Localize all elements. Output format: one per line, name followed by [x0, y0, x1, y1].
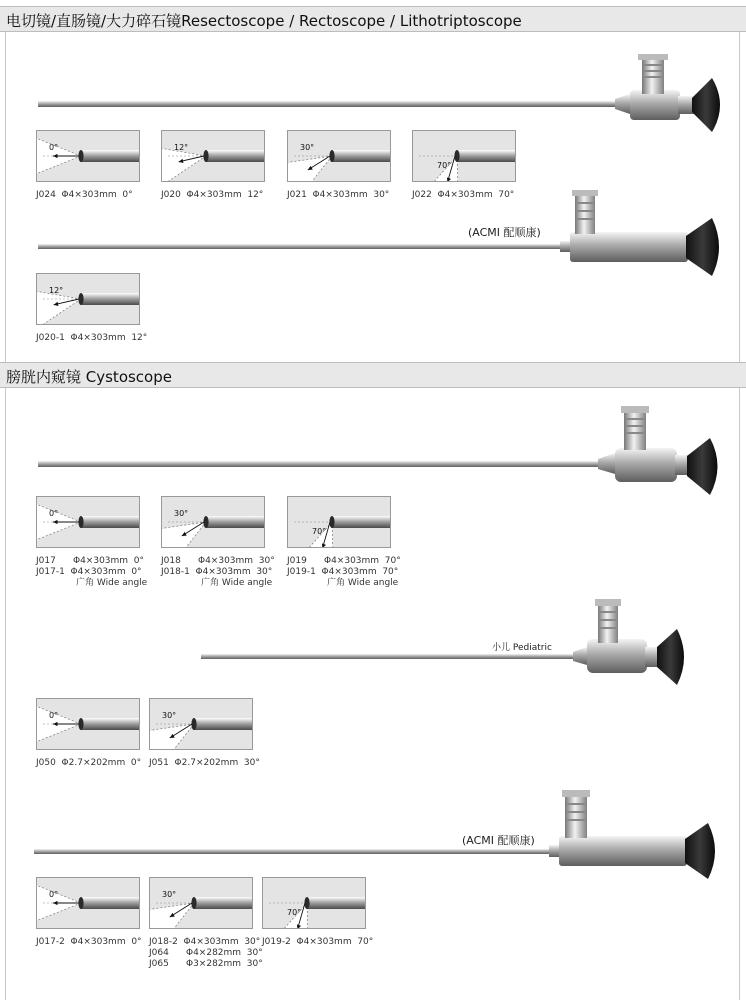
- model-caption: J051 Φ2.7×202mm 30°: [149, 758, 260, 768]
- model-caption: J021 Φ4×303mm 30°: [287, 190, 390, 200]
- lens-angle-diagram: [149, 698, 253, 750]
- model-caption: J022 Φ4×303mm 70°: [412, 190, 515, 200]
- model-caption: J017 Φ4×303mm 0° J017-1 Φ4×303mm 0° 广角 Wide angle: [36, 556, 148, 588]
- model-caption: J050 Φ2.7×202mm 0°: [36, 758, 142, 768]
- pediatric-note: 小儿 Pediatric: [492, 643, 552, 653]
- endoscope-image: [195, 595, 715, 695]
- lens-angle-diagram: [161, 496, 265, 548]
- lens-angle-diagram: [36, 698, 140, 750]
- model-caption: J020-1 Φ4×303mm 12°: [36, 333, 148, 343]
- svg-text:70°: 70°: [287, 908, 302, 917]
- section-header-resectoscope: [0, 6, 746, 32]
- svg-text:0°: 0°: [49, 711, 59, 720]
- svg-text:12°: 12°: [174, 143, 189, 152]
- svg-text:30°: 30°: [300, 143, 315, 152]
- endoscope-image: [30, 400, 730, 500]
- model-caption: J019 Φ4×303mm 70° J019-1 Φ4×303mm 70° 广角 Wide angle: [287, 556, 401, 588]
- svg-text:30°: 30°: [174, 509, 189, 518]
- model-caption: J019-2 Φ4×303mm 70°: [262, 937, 374, 947]
- section-title: 膀胱内窥镜 Cystoscope: [6, 368, 172, 386]
- endoscope-image: [28, 785, 728, 880]
- svg-text:30°: 30°: [162, 890, 177, 899]
- model-caption: J020 Φ4×303mm 12°: [161, 190, 264, 200]
- model-caption: J024 Φ4×303mm 0°: [36, 190, 133, 200]
- model-caption: J018 Φ4×303mm 30° J018-1 Φ4×303mm 30° 广角 Wide angle: [161, 556, 275, 588]
- model-caption: J018-2 Φ4×303mm 30° J064 Φ4×282mm 30° J065 Φ3×282mm 30°: [149, 937, 263, 969]
- lens-angle-diagram: [36, 130, 140, 182]
- lens-angle-diagram: [262, 877, 366, 929]
- lens-angle-diagram: [36, 496, 140, 548]
- lens-angle-diagram: [36, 273, 140, 325]
- svg-text:30°: 30°: [162, 711, 177, 720]
- svg-text:70°: 70°: [437, 161, 452, 170]
- section-title: 电切镜/直肠镜/大力碎石镜Resectoscope / Rectoscope / Lithotriptoscope: [6, 12, 522, 30]
- acmi-note: (ACMI 配顺康): [468, 226, 541, 239]
- endoscope-image: [30, 50, 730, 140]
- acmi-note: (ACMI 配顺康): [462, 834, 535, 847]
- lens-angle-diagram: [161, 130, 265, 182]
- svg-text:0°: 0°: [49, 509, 59, 518]
- svg-text:12°: 12°: [49, 286, 64, 295]
- lens-angle-diagram: [36, 877, 140, 929]
- section-header-cystoscope: [0, 362, 746, 388]
- svg-text:70°: 70°: [312, 527, 327, 536]
- svg-text:0°: 0°: [49, 143, 59, 152]
- model-caption: J017-2 Φ4×303mm 0°: [36, 937, 142, 947]
- svg-text:0°: 0°: [49, 890, 59, 899]
- lens-angle-diagram: [149, 877, 253, 929]
- lens-angle-diagram: [412, 130, 516, 182]
- lens-angle-diagram: [287, 496, 391, 548]
- lens-angle-diagram: [287, 130, 391, 182]
